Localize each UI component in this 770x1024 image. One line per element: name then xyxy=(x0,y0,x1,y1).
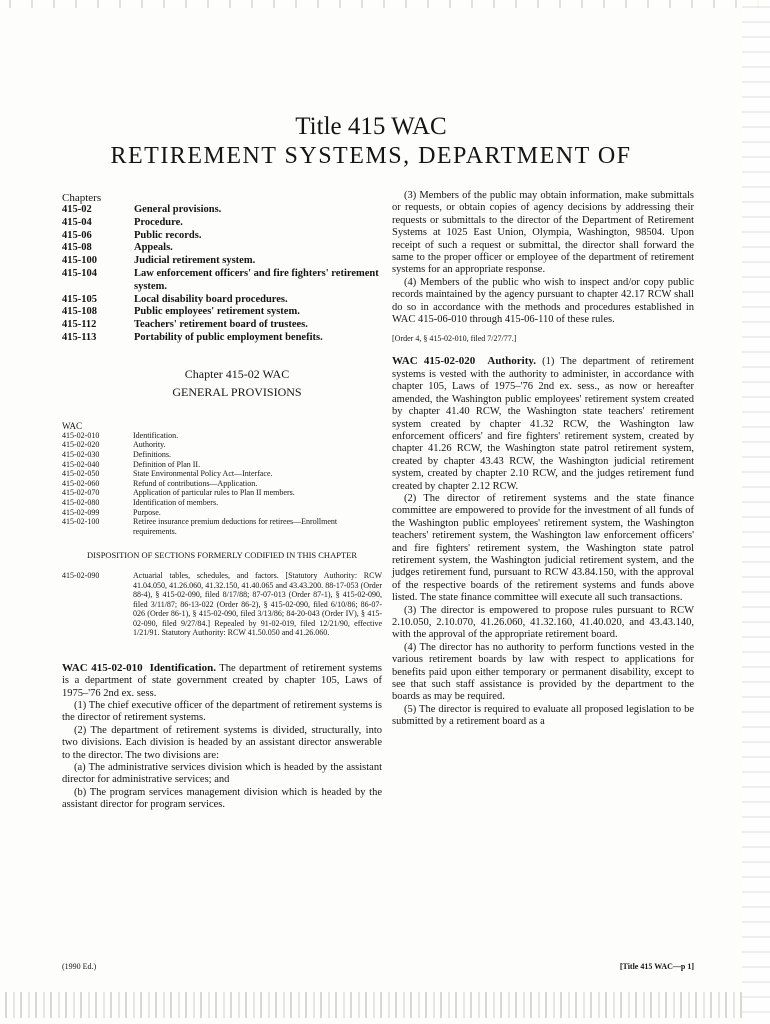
section-title: Retiree insurance premium deductions for retirees—Enrollment requirements. xyxy=(133,517,338,536)
chapter-heading xyxy=(62,365,382,401)
section-020-para: (2) The director of retirement systems and the state finance committee are empowered to provide for the investment of all funds of the Washington public employees' retirement system, the Washington teachers' retirement system, the Washington law enforcement officers' and fire fighters' retirement system, the Washington state patrol retirement system, the Washington judicial retirement system, and the judges retirement fund, pursuant to RCW 43.84.150, with the approval of the respective boards of the retirement systems and funds above listed. The state finance committee will execute all such transactions. xyxy=(392,492,694,604)
chapter-number: 415-02 xyxy=(62,204,92,215)
scan-noise-top xyxy=(0,0,770,8)
chapter-row xyxy=(62,294,382,307)
chapter-number: 415-100 xyxy=(62,255,97,267)
scan-noise-right xyxy=(742,0,770,1024)
chapter-title: Law enforcement officers' and fire fighters' retirement system. xyxy=(134,267,379,292)
section-title: Purpose. xyxy=(133,507,161,517)
chapter-title: Procedure. xyxy=(134,216,183,228)
disposition-text: Actuarial tables, schedules, and factors. [Statutory Authority: RCW 41.04.050, 41.26.060, 41.32.150, 41.40.065 and 43.43.200. 88-17-053 (Order 88-4), § 415-02-090, filed 8/17/88; 87-07-013 (Order 87-1), § 415-02-090, filed 3/11/87; 86-13-022 (Order 86-2), § 415-02-090, filed 6/10/86; 86-07-026 (Order 86-1), § 415-02-090, filed 3/13/86; 84-20-043 (Order IV), § 415-02-090, filed 9/27/84.] Repealed by 91-02-019, filed 12/21/90, effective 1/21/91. Statutory Authority: RCW 41.50.050 and 41.26.060. xyxy=(133,571,382,638)
section-number: 415-02-030 xyxy=(62,449,100,459)
chapter-row xyxy=(62,242,382,255)
section-010-heading: Identification. xyxy=(149,661,216,674)
section-010-para: (2) The department of retirement systems is divided, structurally, into two divisions. Each division is headed by an assistant director answerable to the director. The two divisions are: xyxy=(62,724,382,761)
section-row xyxy=(62,450,382,460)
chapter-row xyxy=(62,306,382,319)
section-010-para: (b) The program services management division which is headed by the assistant director for program services. xyxy=(62,786,382,811)
chapter-row xyxy=(62,332,382,345)
chapter-row xyxy=(62,319,382,332)
section-020-para: (5) The director is required to evaluate all proposed legislation to be submitted by a retirement board as a xyxy=(392,703,694,728)
chapter-number: 415-06 xyxy=(62,229,92,241)
section-010-para-cont: (4) Members of the public who wish to inspect and/or copy public records maintained by the agency pursuant to chapter 42.17 RCW shall do so in accordance with the methods and procedures established in WAC 415-06-010 through 415-06-110 of these rules. xyxy=(392,276,694,326)
section-010-citation: [Order 4, § 415-02-010, filed 7/27/77.] xyxy=(392,334,517,344)
section-020-intro-text: (1) The department of retirement systems is vested with the authority to administer, in accordance with chapter 105, Laws of 1975–'76 2nd ex. sess., as now or hereafter amended, the Washington public employees' retirement system created by chapter 41.40 RCW, the Washington state teachers' retirement system created by chapter 41.32 RCW, the Washington law enforcement officers' and fire fighters' retirement system, created by chapter 41.26 RCW, the Washington state patrol retirement system, created by chapter 43.43 RCW, the Washington judicial retirement system, created by chapter 2.10 RCW, and the judges retirement fund created by chapter 2.12 RCW. xyxy=(392,356,695,492)
section-number: 415-02-010 xyxy=(62,430,100,440)
section-title: Definitions. xyxy=(133,449,171,459)
chapter-number: 415-105 xyxy=(62,293,97,305)
section-020-para: (4) The director has no authority to perform functions vested in the various retirement boards by law with respect to applications for benefits paid upon either temporary or permanent disability, except to see that such staff assistance is provided by the department to the boards as may be required. xyxy=(392,641,694,703)
chapter-row xyxy=(62,204,382,217)
chapter-number: 415-112 xyxy=(62,319,97,331)
section-010-id: WAC 415-02-010 xyxy=(62,661,143,674)
section-row xyxy=(62,431,382,441)
section-010-para: (1) The chief executive officer of the department of retirement systems is the director of retirement systems. xyxy=(62,700,382,724)
chapter-title: Portability of public employment benefits. xyxy=(134,331,323,343)
chapters-heading: Chapters xyxy=(62,192,102,204)
left-column xyxy=(62,192,382,812)
section-row xyxy=(62,460,382,470)
section-row xyxy=(62,498,382,508)
section-number: 415-02-080 xyxy=(62,497,100,507)
section-020-intro xyxy=(392,355,694,492)
right-column xyxy=(392,190,694,729)
chapter-heading-line-1: Chapter 415-02 WAC xyxy=(184,366,290,381)
section-020-heading: Authority. xyxy=(487,355,537,368)
disposition-number: 415-02-090 xyxy=(62,571,100,581)
chapter-row xyxy=(62,268,382,294)
section-title: Refund of contributions—Application. xyxy=(133,478,258,488)
chapter-title: Judicial retirement system. xyxy=(134,255,256,267)
section-number: 415-02-100 xyxy=(62,517,100,527)
sections-list xyxy=(62,431,382,537)
chapter-number: 415-108 xyxy=(62,306,97,318)
sections-label: WAC xyxy=(62,420,82,431)
chapter-title: Public employees' retirement system. xyxy=(134,306,300,318)
section-020-id: WAC 415-02-020 xyxy=(392,355,476,368)
chapters-list xyxy=(62,204,382,345)
chapter-row xyxy=(62,230,382,243)
chapter-title: Public records. xyxy=(134,229,202,241)
section-title: Definition of Plan II. xyxy=(133,459,201,469)
section-number: 415-02-099 xyxy=(62,507,100,517)
section-number: 415-02-020 xyxy=(62,440,100,450)
title-line-2: RETIREMENT SYSTEMS, DEPARTMENT OF xyxy=(110,143,632,169)
footer-edition: (1990 Ed.) xyxy=(62,962,97,971)
section-row xyxy=(62,440,382,450)
section-title: Identification. xyxy=(133,430,179,440)
section-title: Application of particular rules to Plan II members. xyxy=(133,488,295,498)
chapter-title: Appeals. xyxy=(134,242,173,254)
section-row xyxy=(62,469,382,479)
section-row xyxy=(62,517,382,536)
chapter-row xyxy=(62,255,382,268)
section-number: 415-02-050 xyxy=(62,469,100,479)
chapter-title: Teachers' retirement board of trustees. xyxy=(134,319,308,331)
section-title: Identification of members. xyxy=(133,497,219,507)
section-number: 415-02-040 xyxy=(62,459,100,469)
chapter-number: 415-113 xyxy=(62,331,97,343)
footer-page-ref: [Title 415 WAC—p 1] xyxy=(619,962,694,971)
chapter-row xyxy=(62,217,382,230)
chapter-title: Local disability board procedures. xyxy=(134,293,288,305)
section-010-para-cont: (3) Members of the public may obtain information, make submittals or requests, or obtain copies of agency decisions by addressing their requests or submittals to the director of the Department of Retirement Systems at 1025 East Union, Olympia, Washington, 98504. Upon receipt of such a request or submittal, the director shall forward the same to the proper officer or employee of the department of retirement systems for an appropriate response. xyxy=(392,190,694,276)
title-line-1: Title 415 WAC xyxy=(295,113,447,140)
scan-noise-bottom xyxy=(0,992,742,1018)
section-row xyxy=(62,488,382,498)
section-number: 415-02-070 xyxy=(62,488,100,498)
section-010-intro-text: The department of retirement systems is a department of state government created by chapter 105, Laws of 1975–'76 2nd ex. sess. xyxy=(62,662,383,699)
section-020-para: (3) The director is empowered to propose rules pursuant to RCW 2.10.050, 2.10.070, 41.26.060, 41.32.160, 41.40.020, and 43.43.140, with the approval of the appropriate retirement board. xyxy=(392,604,694,641)
chapter-title: General provisions. xyxy=(134,204,222,215)
section-number: 415-02-060 xyxy=(62,478,100,488)
disposition-heading: DISPOSITION OF SECTIONS FORMERLY CODIFIED IN THIS CHAPTER xyxy=(87,550,357,561)
section-row xyxy=(62,508,382,518)
disposition-row xyxy=(62,571,382,638)
chapter-number: 415-04 xyxy=(62,216,92,228)
chapter-number: 415-08 xyxy=(62,242,92,254)
section-title: Authority. xyxy=(133,440,166,450)
section-010-para: (a) The administrative services division which is headed by the assistant director for administrative services; and xyxy=(62,762,382,786)
chapter-number: 415-104 xyxy=(62,267,97,279)
section-row xyxy=(62,479,382,489)
section-010-intro xyxy=(62,662,382,700)
section-title: State Environmental Policy Act—Interface. xyxy=(133,469,273,479)
chapter-heading-line-2: GENERAL PROVISIONS xyxy=(172,384,302,399)
